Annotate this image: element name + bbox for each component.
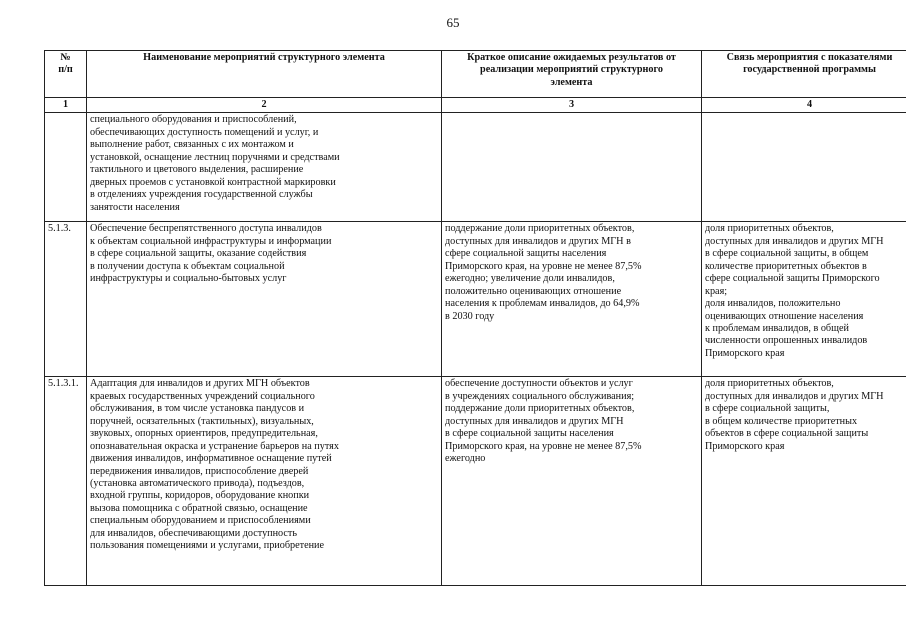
text-line: доступных для инвалидов и других МГН xyxy=(705,235,884,247)
column-index: 3 xyxy=(442,98,702,113)
text-line: Наименование мероприятий структурного элемента xyxy=(143,52,385,63)
expected-result xyxy=(442,377,702,586)
text-line: обеспечивающих доступность помещений и услуг, и xyxy=(90,126,319,138)
text-line: обслуживания, в том числе установка пандусов и xyxy=(90,403,305,415)
text-line: Приморского края xyxy=(705,347,785,359)
text-line: пользования помещениями и услугами, приобретение xyxy=(90,540,325,552)
text-line: Обеспечение беспрепятственного доступа инвалидов xyxy=(90,223,322,235)
column-index-row xyxy=(45,98,906,113)
text-line: дверных проемов с установкой контрастной маркировки xyxy=(90,176,336,188)
column-index: 2 xyxy=(87,98,442,113)
header-col-link xyxy=(702,51,906,98)
measures-table xyxy=(44,50,906,586)
text-line: количестве приоритетных объектов в xyxy=(705,260,867,272)
text-line: доступных для инвалидов и других МГН xyxy=(445,415,624,427)
text-line: № xyxy=(60,52,71,63)
text-line: ежегодно; увеличение доли инвалидов, xyxy=(445,273,615,285)
text-line: п/п xyxy=(58,64,73,76)
text-line: для инвалидов, обеспечивающими доступность xyxy=(90,527,298,539)
text-line: установкой, оснащение лестниц поручнями и средствами xyxy=(90,151,340,163)
header-col-result xyxy=(442,51,702,98)
text-line: численности опрошенных инвалидов xyxy=(705,335,868,347)
column-index: 1 xyxy=(45,98,87,113)
program-indicator-link xyxy=(702,222,906,377)
text-line: Приморского края, на уровне не менее 87,5% xyxy=(445,440,642,452)
text-line: доступных для инвалидов и других МГН в xyxy=(445,235,631,247)
text-line: занятости населения xyxy=(90,201,180,213)
page-number: 65 xyxy=(446,15,460,30)
text-line: реализации мероприятий структурного xyxy=(480,64,663,76)
row-number: 5.1.3.1. xyxy=(45,377,87,586)
text-line: доступных для инвалидов и других МГН xyxy=(705,390,884,402)
text-line: движения инвалидов, информативное оснащение путей xyxy=(90,453,332,465)
header-col-name xyxy=(87,51,442,98)
text-line: государственной программы xyxy=(743,64,876,76)
text-line: специального оборудования и приспособлений, xyxy=(90,114,297,126)
text-line: передвижения инвалидов, приспособление дверей xyxy=(90,465,309,477)
row-number xyxy=(45,113,87,222)
text-line: в сфере социальной защиты населения xyxy=(445,428,614,440)
text-line: Краткое описание ожидаемых результатов от xyxy=(467,52,676,63)
text-line: в сфере социальной защиты, xyxy=(705,403,830,415)
text-line: объектов в сфере социальной защиты xyxy=(705,428,869,440)
text-line: поручней, осязательных (тактильных), визуальных, xyxy=(90,415,314,427)
text-line: доля приоритетных объектов, xyxy=(705,223,834,235)
measure-name xyxy=(87,377,442,586)
expected-result xyxy=(442,222,702,377)
text-line: тактильного и цветового выделения, расширение xyxy=(90,164,304,176)
table-row xyxy=(45,113,906,222)
text-line: специальным оборудованием и приспособлениями xyxy=(90,515,311,527)
table-row xyxy=(45,222,906,377)
header-row xyxy=(45,51,906,98)
text-line: (установка автоматического привода), подъездов, xyxy=(90,477,305,489)
program-indicator-link xyxy=(702,113,906,222)
text-line: поддержание доли приоритетных объектов, xyxy=(445,223,635,235)
text-line: в 2030 году xyxy=(445,310,495,322)
text-line: опознавательная окраска и устранение барьеров на путях xyxy=(90,440,339,452)
text-line: звуковых, опорных ориентиров, предупредительная, xyxy=(90,428,318,440)
text-line: входной группы, коридоров, оборудование кнопки xyxy=(90,490,310,502)
text-line: сфере социальной защиты населения xyxy=(445,248,607,260)
text-line: поддержание доли приоритетных объектов, xyxy=(445,403,635,415)
text-line: вызова помощника с обратной связью, оснащение xyxy=(90,502,308,514)
text-line: в получении доступа к объектам социальной xyxy=(90,260,285,272)
text-line: доля приоритетных объектов, xyxy=(705,378,834,390)
text-line: положительно оценивающих отношение xyxy=(445,285,622,297)
text-line: обеспечение доступности объектов и услуг xyxy=(445,378,633,390)
expected-result xyxy=(442,113,702,222)
text-line: сфере социальной защиты Приморского xyxy=(705,273,880,285)
text-line: населения к проблемам инвалидов, до 64,9% xyxy=(445,298,640,310)
text-line: выполнение работ, связанных с их монтажом и xyxy=(90,139,294,151)
text-line: в отделениях учреждения государственной службы xyxy=(90,189,313,201)
text-line: Приморского края, на уровне не менее 87,5% xyxy=(445,260,642,272)
text-line: доля инвалидов, положительно xyxy=(705,298,841,310)
column-index: 4 xyxy=(702,98,906,113)
text-line: элемента xyxy=(550,76,593,88)
header-col-number xyxy=(45,51,87,98)
row-number: 5.1.3. xyxy=(45,222,87,377)
measure-name xyxy=(87,113,442,222)
text-line: Связь мероприятия с показателями xyxy=(726,52,893,63)
text-line: краевых государственных учреждений социального xyxy=(90,390,315,402)
text-line: к объектам социальной инфраструктуры и информации xyxy=(90,235,332,247)
text-line: в общем количестве приоритетных xyxy=(705,415,858,427)
program-indicator-link xyxy=(702,377,906,586)
text-line: оценивающих отношение населения xyxy=(705,310,864,322)
measure-name xyxy=(87,222,442,377)
text-line: в сфере социальной защиты, оказание содействия xyxy=(90,248,307,260)
text-line: к проблемам инвалидов, в общей xyxy=(705,322,849,334)
text-line: в сфере социальной защиты, в общем xyxy=(705,248,869,260)
text-line: инфраструктуры и социально-бытовых услуг xyxy=(90,273,287,285)
text-line: ежегодно xyxy=(445,453,486,465)
text-line: края; xyxy=(705,285,728,297)
text-line: Приморского края xyxy=(705,440,785,452)
text-line: в учреждениях социального обслуживания; xyxy=(445,390,635,402)
text-line: Адаптация для инвалидов и других МГН объектов xyxy=(90,378,310,390)
table-row xyxy=(45,377,906,586)
